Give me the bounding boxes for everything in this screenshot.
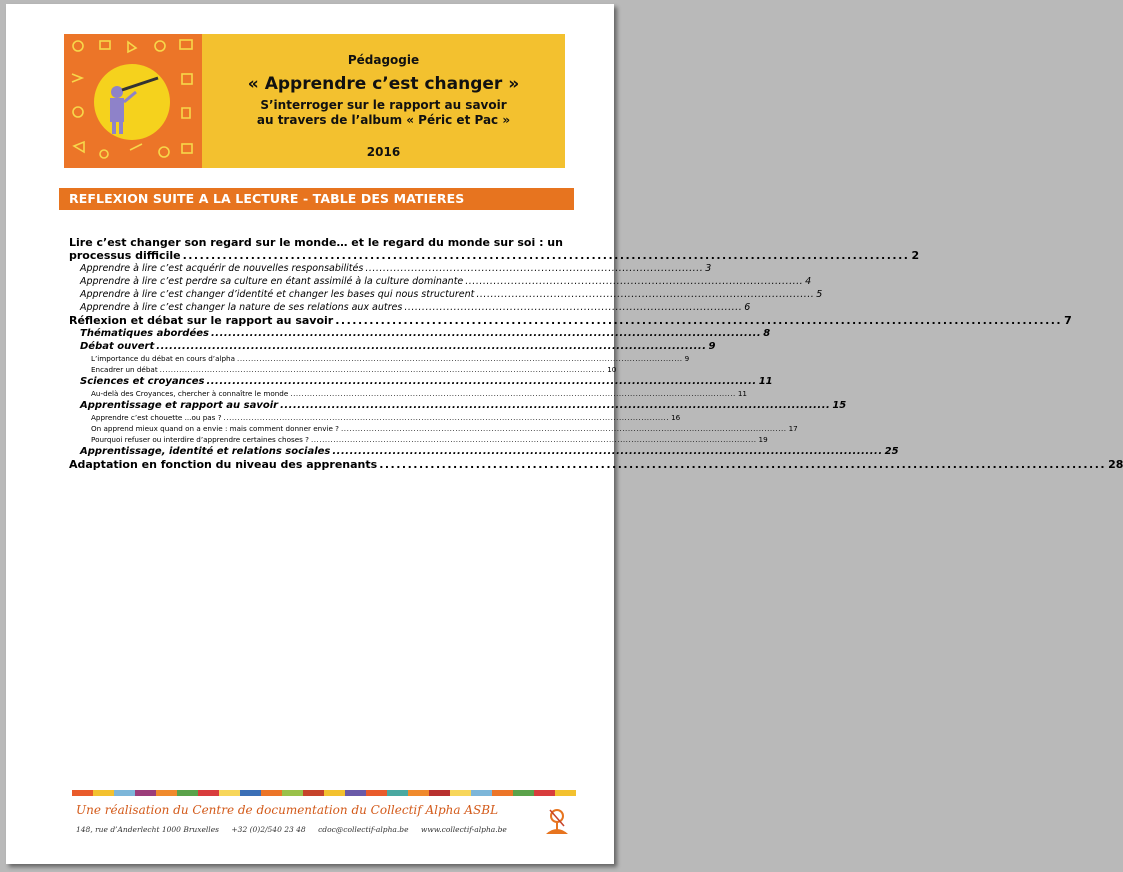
footer-phone: +32 (0)2/540 23 48 <box>231 825 306 834</box>
toc-page-number: 9 <box>684 354 690 363</box>
toc-leader: ................................................................................................................................................................ <box>237 354 683 363</box>
collectif-alpha-logo-icon <box>542 804 572 838</box>
toc-entry-s2[interactable] <box>69 314 1072 327</box>
toc-entry[interactable] <box>69 353 690 364</box>
header-title: « Apprendre c’est changer » <box>247 74 520 94</box>
toc-entry[interactable] <box>69 388 747 399</box>
toc-entry-s1-line1[interactable]: Lire c’est changer son regard sur le monde… et le regard du monde sur soi : un <box>69 236 563 249</box>
toc-entry[interactable] <box>69 412 681 423</box>
toc-entry[interactable] <box>69 423 798 434</box>
footer <box>72 790 576 846</box>
toc-leader: ................................................................................................................................................................ <box>223 413 670 422</box>
header-subtitle-line2: au travers de l’album « Péric et Pac » <box>256 113 511 127</box>
footer-contact <box>76 825 517 834</box>
reader-illustration-icon <box>64 34 202 168</box>
table-of-contents <box>69 236 1123 471</box>
toc-page-number: 3 <box>705 263 712 274</box>
toc-page-number: 11 <box>737 389 747 398</box>
toc-entry-label: L’importance du débat en cours d’alpha <box>91 354 236 363</box>
toc-leader: ................................................................................................................................................................ <box>159 365 606 374</box>
toc-entry[interactable] <box>69 445 899 458</box>
toc-page-number: 5 <box>816 289 823 300</box>
header-subtitle <box>202 98 565 128</box>
toc-leader: ................................................................................................................................ <box>156 341 707 352</box>
section-banner: REFLEXION SUITE A LA LECTURE - TABLE DES MATIERES <box>59 188 574 210</box>
toc-entry-label: Adaptation en fonction du niveau des apprenants <box>69 458 378 471</box>
header-title-box <box>202 34 565 168</box>
toc-leader: ................................................................................................ <box>465 276 804 287</box>
toc-entry[interactable] <box>69 434 768 445</box>
toc-page-number: 4 <box>805 276 812 287</box>
toc-entry[interactable] <box>69 364 617 375</box>
toc-entry[interactable] <box>69 327 771 340</box>
toc-entry-label: Réflexion et débat sur le rapport au savoir <box>69 314 334 327</box>
toc-page-number: 28 <box>1108 458 1123 471</box>
toc-entry-label: Apprendre à lire c’est changer la nature de ses relations aux autres <box>80 302 403 313</box>
toc-leader: ................................................................................................................................ <box>379 458 1107 471</box>
toc-entry-label: Au-delà des Croyances, chercher à connaître le monde <box>91 389 289 398</box>
toc-leader: ................................................................................................................................................................ <box>310 435 757 444</box>
toc-leader: ................................................................................................................................ <box>210 328 762 339</box>
toc-entry-label: Apprendre à lire c’est changer d’identité et changer les bases qui nous structurent <box>80 289 475 300</box>
toc-page-number: 19 <box>758 435 768 444</box>
toc-page-number: 8 <box>763 328 771 339</box>
toc-entry-label: Débat ouvert <box>80 341 155 352</box>
header-year: 2016 <box>366 145 401 159</box>
toc-entry-label: Apprendre c’est chouette ...ou pas ? <box>91 413 222 422</box>
toc-page-number: 2 <box>911 249 920 262</box>
toc-leader: ................................................................................................................................................................ <box>290 389 736 398</box>
toc-entry-label: Apprentissage et rapport au savoir <box>80 400 279 411</box>
toc-entry[interactable] <box>69 301 751 314</box>
toc-page-number: 11 <box>758 376 773 387</box>
toc-entry-label: Apprentissage, identité et relations sociales <box>80 446 331 457</box>
cover-illustration <box>64 34 202 168</box>
toc-entry[interactable] <box>69 262 712 275</box>
footer-email[interactable]: cdoc@collectif-alpha.be <box>318 825 409 834</box>
toc-page-number: 6 <box>744 302 751 313</box>
toc-leader: ................................................................................................................................ <box>332 446 883 457</box>
toc-entry[interactable] <box>69 375 773 388</box>
document-page <box>6 4 1123 864</box>
toc-leader: ................................................................................................................................ <box>280 400 831 411</box>
toc-entry[interactable] <box>69 275 812 288</box>
toc-leader: ................................................................................................................................ <box>335 314 1063 327</box>
toc-entry-label: Sciences et croyances <box>80 376 205 387</box>
toc-entry-s3[interactable] <box>69 458 1123 471</box>
toc-entry[interactable] <box>69 399 847 412</box>
toc-leader: ................................................................................................................................ <box>206 376 757 387</box>
toc-entry-label: Pourquoi refuser ou interdire d’apprendre certaines choses ? <box>91 435 309 444</box>
toc-entry-label: Thématiques abordées <box>80 328 209 339</box>
toc-entry[interactable] <box>69 340 716 353</box>
toc-page-number: 10 <box>607 365 617 374</box>
toc-leader: ................................................................................................ <box>404 302 743 313</box>
toc-page-number: 16 <box>671 413 681 422</box>
toc-leader: ................................................................................................................................................................ <box>341 424 787 433</box>
toc-entry-label: processus difficile <box>69 249 181 262</box>
toc-page-number: 9 <box>708 341 716 352</box>
toc-page-number: 15 <box>832 400 847 411</box>
toc-entry-label: Apprendre à lire c’est perdre sa culture en étant assimilé à la culture dominante <box>80 276 464 287</box>
footer-color-stripes <box>72 790 576 796</box>
header-subtitle-line1: S’interroger sur le rapport au savoir <box>260 98 507 112</box>
header-category: Pédagogie <box>347 53 420 67</box>
footer-website[interactable]: www.collectif-alpha.be <box>420 825 507 834</box>
toc-entry-label: On apprend mieux quand on a envie : mais comment donner envie ? <box>91 424 340 433</box>
footer-credit: Une réalisation du Centre de documentation du Collectif Alpha ASBL <box>76 803 499 817</box>
toc-page-number: 7 <box>1064 314 1072 327</box>
toc-entry-label: Apprendre à lire c’est acquérir de nouvelles responsabilités <box>80 263 364 274</box>
toc-leader: ................................................................................................ <box>365 263 704 274</box>
toc-leader: ................................................................................................................................ <box>182 249 910 262</box>
toc-entry[interactable] <box>69 288 823 301</box>
toc-entry-label: Encadrer un débat <box>91 365 158 374</box>
toc-page-number: 25 <box>884 446 899 457</box>
toc-leader: ................................................................................................ <box>476 289 815 300</box>
toc-entry-s1[interactable] <box>69 249 920 262</box>
footer-address: 148, rue d’Anderlecht 1000 Bruxelles <box>76 825 219 834</box>
toc-page-number: 17 <box>788 424 798 433</box>
